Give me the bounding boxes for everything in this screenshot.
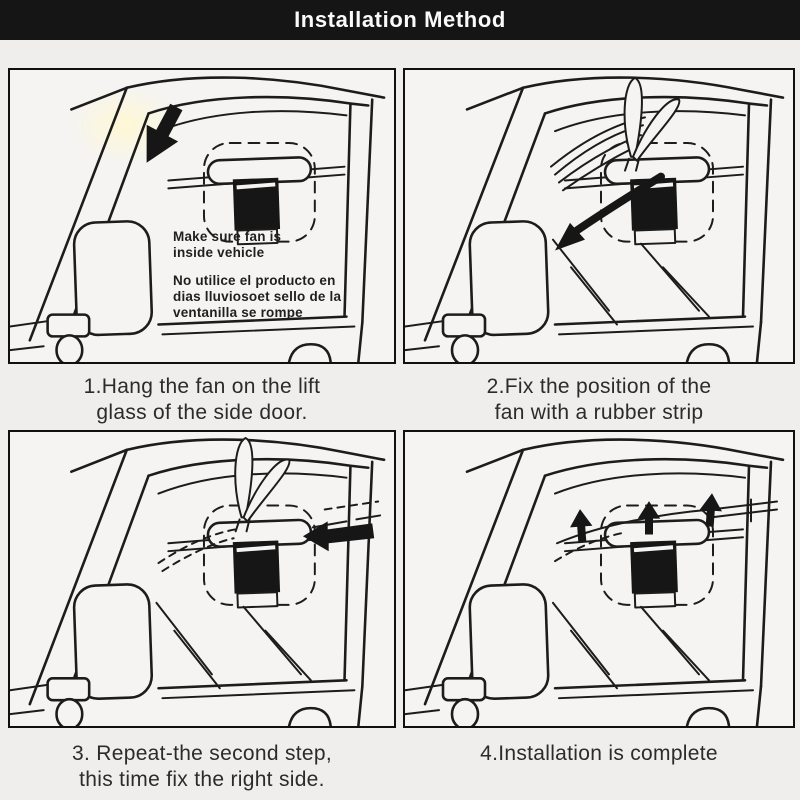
step-2 [403,68,795,430]
note-line: ventanilla se rompe [173,304,303,320]
header-bar [0,0,800,40]
step-2-caption [403,364,795,430]
step-1-caption [8,364,396,430]
step-1-illustration [8,68,396,364]
step-3-illustration [8,430,396,728]
step-4-drawing [405,432,793,726]
step-4 [403,430,795,800]
caption-line: 1.Hang the fan on the lift [83,375,321,398]
note-english [173,229,281,261]
page-title: Installation Method [294,7,506,32]
step-3-drawing [10,432,394,726]
note-spanish [173,273,341,321]
note-line: Make sure fan is [173,229,282,244]
step-3 [8,430,396,800]
step-2-drawing [405,70,793,362]
caption-line: 3. Repeat-the second step, [72,742,332,765]
caption-line: this time fix the right side. [79,767,325,791]
caption-line: glass of the side door. [96,400,308,424]
step-1 [8,68,396,430]
caption-line: 2.Fix the position of the [486,375,712,398]
step-4-illustration [403,430,795,728]
step-3-caption [8,728,396,800]
caption-line: fan with a rubber strip [494,400,704,424]
steps-grid [0,40,800,800]
step-4-caption [403,728,795,800]
caption-line: 4.Installation is complete [480,742,718,765]
note-line: inside vehicle [173,244,265,260]
note-line: No utilice el producto en [173,273,336,288]
note-line: dias lluviosoet sello de la [173,288,342,304]
step-2-illustration [403,68,795,364]
